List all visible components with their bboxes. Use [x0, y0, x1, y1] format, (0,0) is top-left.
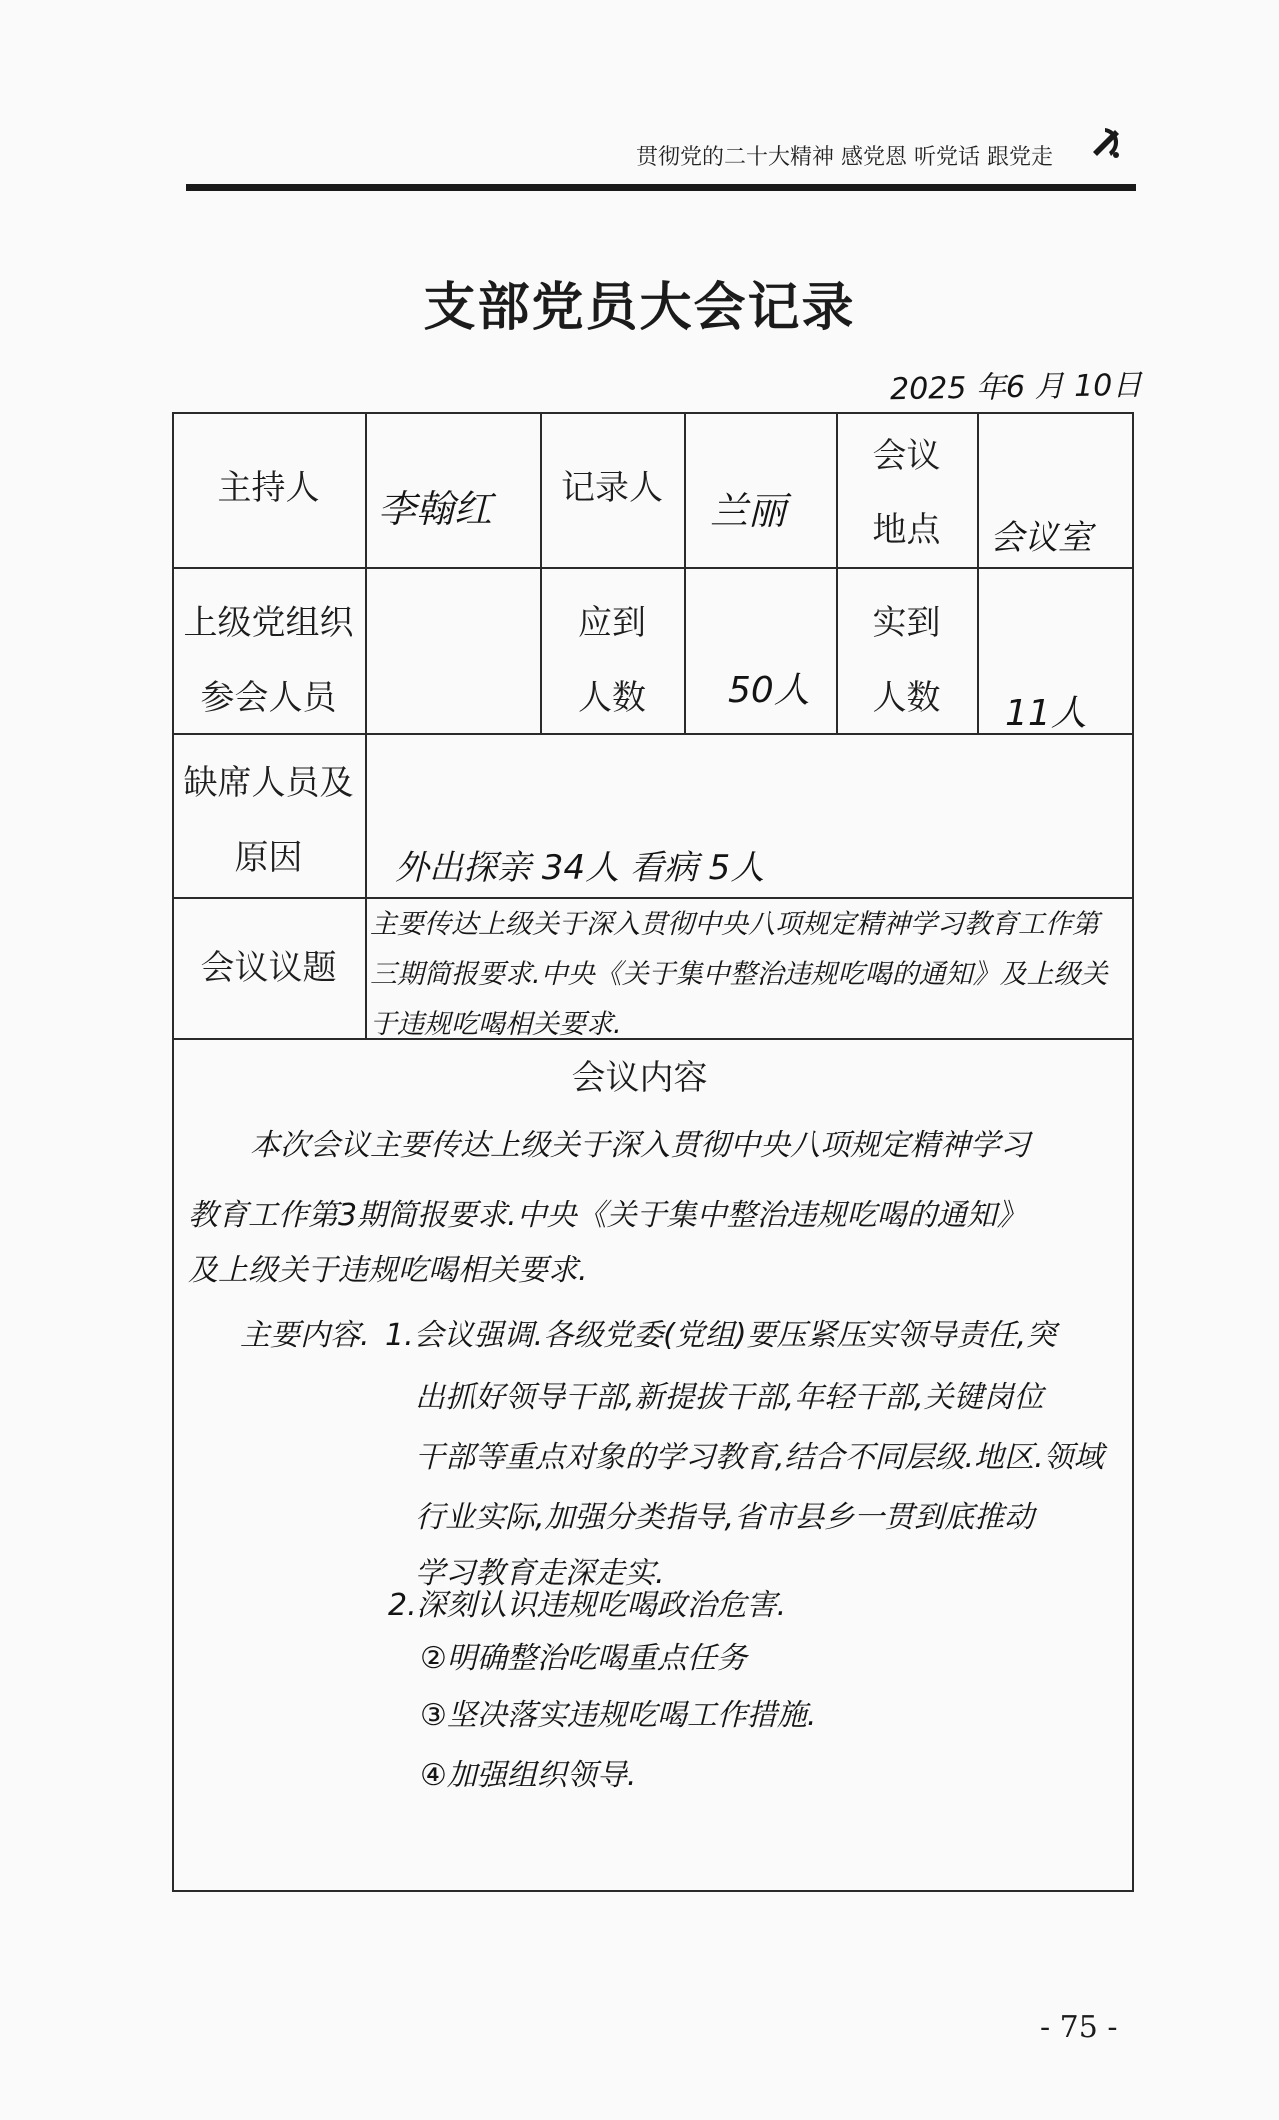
- header-rule: [186, 184, 1136, 191]
- col-divider: [365, 412, 367, 1038]
- recorder-value: 兰丽: [710, 489, 787, 533]
- absent-label-2: 原因: [234, 838, 303, 878]
- content-line: 及上级关于违规吃喝相关要求.: [188, 1253, 588, 1288]
- absent-value: 外出探亲 34人 看病 5人: [395, 848, 765, 888]
- party-emblem-icon: [1085, 122, 1125, 162]
- content-line: ②明确整治吃喝重点任务: [420, 1641, 747, 1676]
- row-divider: [172, 567, 1134, 569]
- actual-label-2: 人数: [872, 678, 941, 718]
- content-title: 会议内容: [571, 1058, 708, 1098]
- content-line: 出抓好领导干部,新提拔干部,年轻干部,关键岗位: [415, 1380, 1044, 1415]
- expected-label-2: 人数: [578, 678, 646, 718]
- host-value: 李翰红: [378, 487, 493, 531]
- location-label-2: 地点: [872, 510, 941, 550]
- expected-label-1: 应到: [578, 603, 646, 643]
- content-line: 本次会议主要传达上级关于深入贯彻中央八项规定精神学习: [250, 1128, 1030, 1163]
- location-value: 会议室: [990, 518, 1092, 558]
- location-label-1: 会议: [872, 436, 941, 476]
- content-line: 行业实际,加强分类指导,省市县乡一贯到底推动: [415, 1500, 1035, 1535]
- content-line: 2.深刻认识违规吃喝政治危害.: [388, 1588, 787, 1623]
- content-line: 1.会议强调.各级党委(党组)要压紧压实领导责任,突: [385, 1318, 1057, 1353]
- actual-value: 11人: [1005, 693, 1087, 734]
- col-divider: [684, 412, 686, 733]
- actual-label-1: 实到: [872, 603, 941, 643]
- host-label: 主持人: [217, 468, 320, 508]
- superior-label-2: 参会人员: [200, 678, 337, 718]
- col-divider: [977, 412, 979, 733]
- recorder-label: 记录人: [561, 468, 663, 508]
- content-line: 学习教育走深走实.: [415, 1556, 665, 1591]
- page-number: - 75 -: [1040, 2010, 1118, 2045]
- row-divider: [172, 897, 1134, 899]
- content-line: ④加强组织领导.: [420, 1758, 637, 1793]
- content-line: 干部等重点对象的学习教育,结合不同层级.地区.领域: [415, 1440, 1104, 1475]
- absent-label-1: 缺席人员及: [183, 763, 354, 803]
- header-slogan: 贯彻党的二十大精神 感党恩 听党话 跟党走: [636, 145, 1053, 170]
- superior-label-1: 上级党组织: [183, 603, 354, 643]
- page-title: 支部党员大会记录: [423, 277, 856, 338]
- main-content-label: 主要内容.: [240, 1318, 370, 1353]
- topic-label: 会议议题: [200, 948, 337, 988]
- topic-value: 主要传达上级关于深入贯彻中央八项规定精神学习教育工作第三期简报要求.中央《关于集中整治违规吃喝的通知》及上级关于违规吃喝相关要求.: [370, 909, 1108, 1040]
- content-line: 教育工作第3期简报要求.中央《关于集中整治违规吃喝的通知》: [188, 1198, 1027, 1233]
- record-date: 2025 年6 月 10日: [889, 367, 1143, 408]
- content-line: ③坚决落实违规吃喝工作措施.: [420, 1698, 817, 1733]
- expected-value: 50人: [728, 670, 810, 711]
